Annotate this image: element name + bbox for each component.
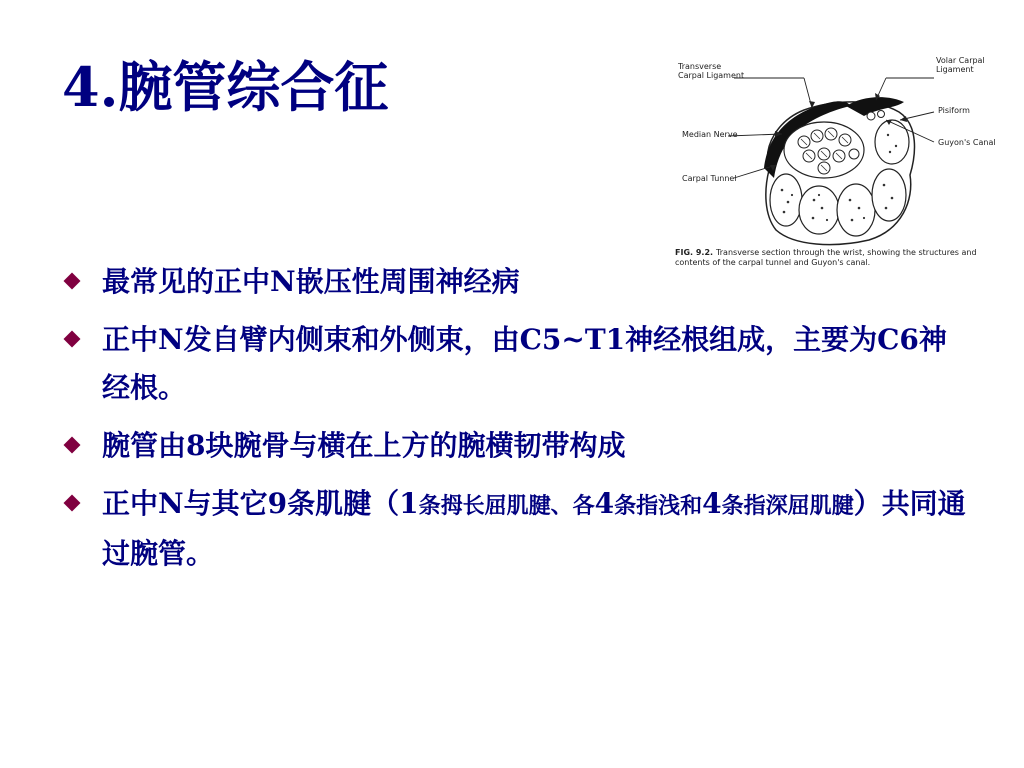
bullet-item-4 — [62, 480, 972, 578]
figure-number: FIG. 9.2. — [675, 248, 714, 257]
diamond-bullet-icon — [64, 437, 81, 454]
diamond-bullet-icon — [64, 273, 81, 290]
figure-caption-text: Transverse section through the wrist, showing the structures and contents of the carpal tunnel and Guyon's canal. — [675, 248, 977, 267]
bullet-text-4f: 4 — [702, 487, 722, 520]
bullet-text-3: 腕管由8块腕骨与横在上方的腕横韧带构成 — [102, 429, 626, 462]
bullet-text-4c: 条拇长屈肌腱、各 — [418, 493, 595, 519]
label-pisiform: Pisiform — [938, 106, 970, 115]
bullet-text-4b: 1 — [399, 487, 419, 520]
label-carpal-tunnel: Carpal Tunnel — [682, 174, 737, 183]
label-median-nerve: Median Nerve — [682, 130, 738, 139]
bullet-text-2: 正中N发自臂内侧束和外侧束，由C5~T1神经根组成，主要为C6神经根。 — [102, 323, 947, 404]
wrist-cross-section-figure — [664, 50, 1004, 285]
label-volar-carpal-ligament: Volar Carpal Ligament — [936, 56, 985, 75]
bullet-list — [62, 258, 972, 588]
diamond-bullet-icon — [64, 495, 81, 512]
bullet-item-3 — [62, 422, 972, 470]
bullet-text-4g: 条指深屈肌腱 — [721, 493, 854, 519]
slide-title: 4.腕管综合征 — [62, 55, 389, 119]
label-transverse-carpal-ligament: Transverse Carpal Ligament — [678, 62, 745, 81]
bullet-item-2 — [62, 316, 972, 412]
bullet-text-1: 最常见的正中N嵌压性周围神经病 — [102, 265, 520, 298]
bullet-text-4h: ）共同通过腕管。 — [102, 487, 966, 570]
bullet-text-4a: 正中N与其它9条肌腱（ — [102, 487, 400, 520]
label-guyons-canal: Guyon's Canal — [938, 138, 996, 147]
bullet-text-4d: 4 — [594, 487, 615, 520]
diamond-bullet-icon — [64, 331, 81, 348]
bullet-item-1 — [62, 258, 972, 306]
bullet-text-4e: 条指浅和 — [614, 493, 703, 519]
